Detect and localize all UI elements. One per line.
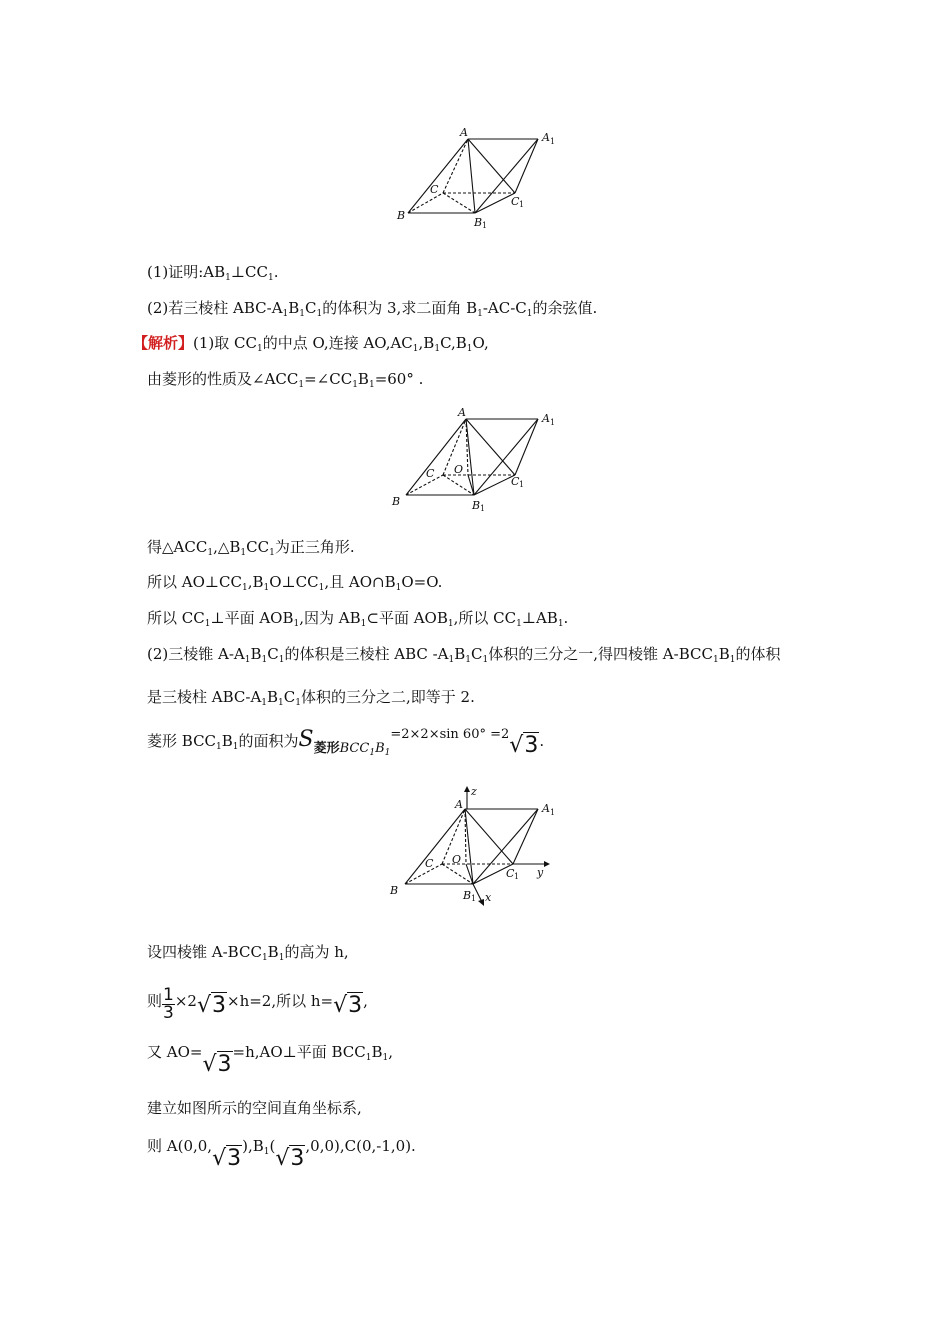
label-y: y <box>537 866 544 879</box>
label-C1: C <box>511 195 520 208</box>
figure-prism-3-coordinates <box>385 785 560 910</box>
fraction-one-third: $\frac{1}{3}$ <box>163 985 174 1023</box>
label-B: B <box>392 495 401 508</box>
solution-line-13: 则 $A(0,0,√3),B_1(√3,0,0),C(0,-1,0)$. <box>147 1137 416 1171</box>
label-C1-sub: 1 <box>514 872 520 881</box>
label-x: x <box>485 891 492 904</box>
solution-line-7: 是三棱柱 ABC-$A_1B_1C_1$体积的三分之二,即等于 2. <box>147 688 475 708</box>
label-O: O <box>452 853 462 866</box>
label-B1: B <box>474 216 483 229</box>
sqrt-3: √3 <box>212 1146 242 1171</box>
label-C1-sub: 1 <box>519 480 525 489</box>
sqrt-3: √3 <box>333 993 363 1018</box>
label-A1: A <box>542 802 550 815</box>
label-B1: B <box>463 889 472 902</box>
solution-line-5: 所以 $CC_1\perp$平面 $AOB_1$,因为 $AB_1\subset$平面 $AOB_1$,所以 $CC_1\perp AB_1$. <box>147 609 569 629</box>
solution-line-11: 又 AO=√3=h,AO⊥平面 $BCC_1B_1$, <box>147 1043 394 1077</box>
label-A1: A <box>542 412 550 425</box>
sqrt-3: √3 <box>509 733 539 758</box>
label-B: B <box>390 884 399 897</box>
label-C1: C <box>506 867 515 880</box>
sqrt-3: √3 <box>202 1052 232 1077</box>
label-B1-sub: 1 <box>480 504 486 513</box>
solution-line-6: (2)三棱锥 $A-A_1B_1C_1$的体积是三棱柱 ABC $-A_1B_1C_1$体积的三分之一,得四棱锥 $A-BCC_1B_1$的体积 <box>147 645 781 665</box>
question-2: (2)若三棱柱 ABC-$A_1B_1C_1$的体积为 3,求二面角 $B_1-AC-C_1$的余弦值. <box>147 299 598 319</box>
label-A1-sub: 1 <box>550 808 556 817</box>
label-C1: C <box>511 475 520 488</box>
label-O: O <box>454 463 464 476</box>
figure-prism-1 <box>390 125 560 230</box>
label-C: C <box>426 467 435 480</box>
label-C: C <box>425 857 434 870</box>
label-A: A <box>455 798 463 811</box>
label-C1-sub: 1 <box>519 200 525 209</box>
sqrt-3: √3 <box>275 1146 305 1171</box>
solution-line-2: 由菱形的性质及$\angle ACC_1=\angle CC_1B_1=60^\circ$ . <box>147 370 424 390</box>
label-B1-sub: 1 <box>471 894 477 903</box>
solution-line-1: 【解析】(1)取 $CC_1$的中点 O,连接 $AO,AC_1,B_1C,B_1O$, <box>133 334 489 354</box>
label-C: C <box>430 183 439 196</box>
solution-line-3: 得$\triangle ACC_1,\triangle B_1CC_1$为正三角形. <box>147 538 355 558</box>
solution-line-8: 菱形 $BCC_1B_1$的面积为S菱形$BCC_1B_1=2\times 2\times\sin$ 60° =2√3. <box>147 727 545 758</box>
label-A: A <box>458 406 466 419</box>
sqrt-3: √3 <box>196 993 226 1018</box>
solution-line-9: 设四棱锥 $A-BCC_1B_1$的高为 h, <box>147 943 349 963</box>
label-z: z <box>471 785 477 798</box>
figure-prism-2 <box>388 405 563 515</box>
solution-tag: 【解析】 <box>133 334 194 352</box>
label-A1: A <box>542 131 550 144</box>
solution-line-12: 建立如图所示的空间直角坐标系, <box>147 1099 362 1117</box>
label-A1-sub: 1 <box>550 418 556 427</box>
label-B1-sub: 1 <box>482 221 488 230</box>
label-B: B <box>397 209 406 222</box>
label-A1-sub: 1 <box>550 137 556 146</box>
label-B1: B <box>472 499 481 512</box>
solution-line-10: 则 $\frac{1}{3}$ ×2√3×h=2,所以 h=√3, <box>147 985 368 1023</box>
question-1: (1)证明$:AB_1\perp CC_1$. <box>147 263 279 283</box>
solution-line-4: 所以 $AO\perp CC_1,B_1O\perp CC_1$,且 $AO\cap B_1O=O$. <box>147 573 443 593</box>
label-A: A <box>460 126 468 139</box>
